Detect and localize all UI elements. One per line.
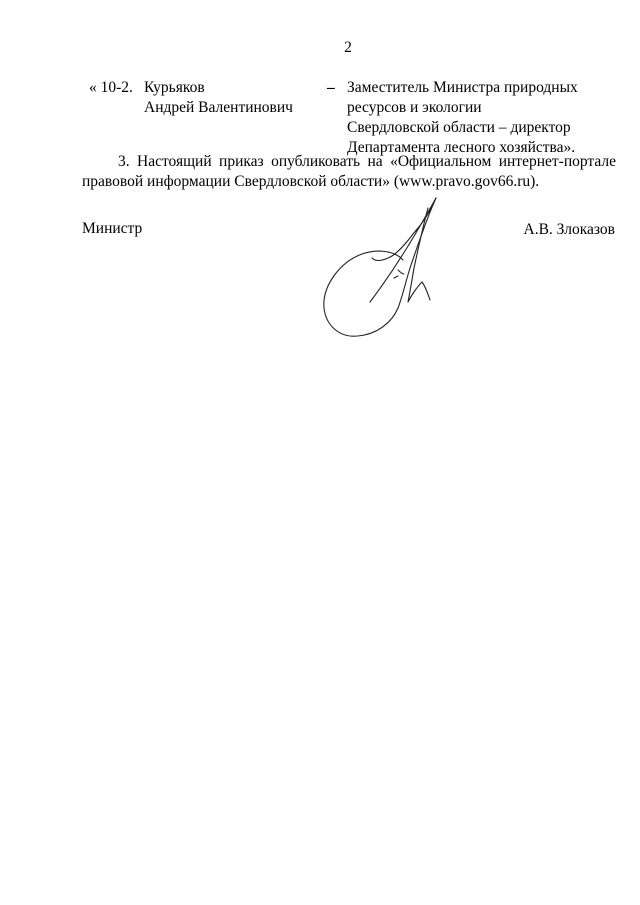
entry-given-names: Андрей Валентинович bbox=[144, 99, 293, 116]
entry-position-line: Свердловской области – директор bbox=[347, 119, 571, 136]
handwritten-signature bbox=[318, 190, 448, 345]
entry-position bbox=[347, 78, 607, 158]
signer-title: Министр bbox=[82, 220, 143, 237]
entry-dash: – bbox=[327, 79, 335, 96]
entry-person-name bbox=[144, 78, 293, 118]
entry-surname: Курьяков bbox=[144, 79, 205, 96]
paragraph-line: 3. Настоящий приказ опубликовать на «Официальном интернет-портале bbox=[118, 153, 616, 170]
entry-position-line: ресурсов и экологии bbox=[347, 99, 482, 116]
paragraph-item-3 bbox=[82, 152, 616, 192]
signer-name: А.В. Злоказов bbox=[523, 221, 615, 238]
appointment-entry bbox=[0, 78, 640, 158]
entry-position-line: Заместитель Министра природных bbox=[347, 79, 578, 96]
paragraph-line: правовой информации Свердловской области» (www.pravo.gov66.ru). bbox=[82, 173, 540, 190]
entry-number: « 10-2. bbox=[89, 79, 133, 96]
entry-position-line: Департамента лесного хозяйства». bbox=[347, 139, 576, 156]
page-number: 2 bbox=[344, 39, 352, 56]
